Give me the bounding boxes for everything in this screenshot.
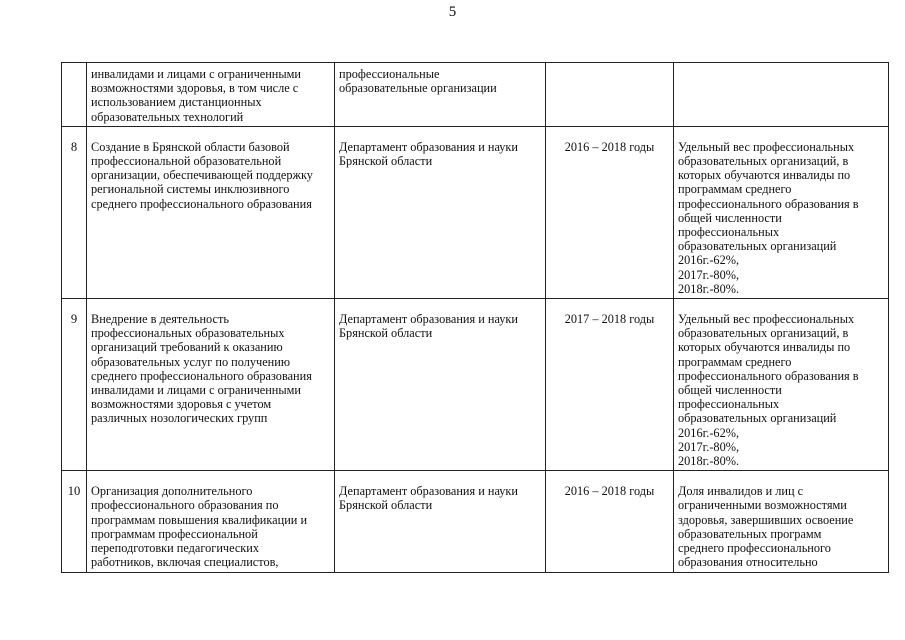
- table-row: [62, 299, 889, 471]
- period-cell: [546, 63, 674, 127]
- activity-cell: Создание в Брянской области базовой профессиональной образовательной организации, обеспечивающей поддержку региональной системы инклюзивного среднего профессионального образования: [87, 126, 335, 298]
- indicator-cell: [674, 63, 889, 127]
- row-number: 9: [62, 299, 87, 471]
- measures-table: [61, 62, 889, 573]
- page-number: 5: [448, 4, 457, 20]
- table-row: [62, 63, 889, 127]
- indicator-cell: Удельный вес профессиональных образовательных организаций, в которых обучаются инвалиды по программам среднего профессионального образования в общей численности профессиональных образовательных организаций 2016г.-62%, 2017г.-80%, 2018г.-80%.: [674, 299, 889, 471]
- executor-cell: Департамент образования и науки Брянской области: [335, 126, 546, 298]
- period-cell: 2016 – 2018 годы: [546, 126, 674, 298]
- executor-cell: профессиональные образовательные организации: [335, 63, 546, 127]
- activity-cell: инвалидами и лицами с ограниченными возможностями здоровья, в том числе с использованием дистанционных образовательных технологий: [87, 63, 335, 127]
- table-row: [62, 471, 889, 572]
- table-row: [62, 126, 889, 298]
- activity-cell: Внедрение в деятельность профессиональных образовательных организаций требований к оказанию образовательных услуг по получению среднего профессионального образования инвалидами и лицами с ограниченными возможностями здоровья с учетом различных нозологических групп: [87, 299, 335, 471]
- period-cell: 2017 – 2018 годы: [546, 299, 674, 471]
- row-number: [62, 63, 87, 127]
- executor-cell: Департамент образования и науки Брянской области: [335, 299, 546, 471]
- indicator-cell: Удельный вес профессиональных образовательных организаций, в которых обучаются инвалиды по программам среднего профессионального образования в общей численности профессиональных образовательных организаций 2016г.-62%, 2017г.-80%, 2018г.-80%.: [674, 126, 889, 298]
- row-number: 10: [62, 471, 87, 572]
- executor-cell: Департамент образования и науки Брянской области: [335, 471, 546, 572]
- indicator-cell: Доля инвалидов и лиц с ограниченными возможностями здоровья, завершивших освоение образовательных программ среднего профессионального образования относительно: [674, 471, 889, 572]
- row-number: 8: [62, 126, 87, 298]
- activity-cell: Организация дополнительного профессионального образования по программам повышения квалификации и программам профессиональной переподготовки педагогических работников, включая специалистов,: [87, 471, 335, 572]
- period-cell: 2016 – 2018 годы: [546, 471, 674, 572]
